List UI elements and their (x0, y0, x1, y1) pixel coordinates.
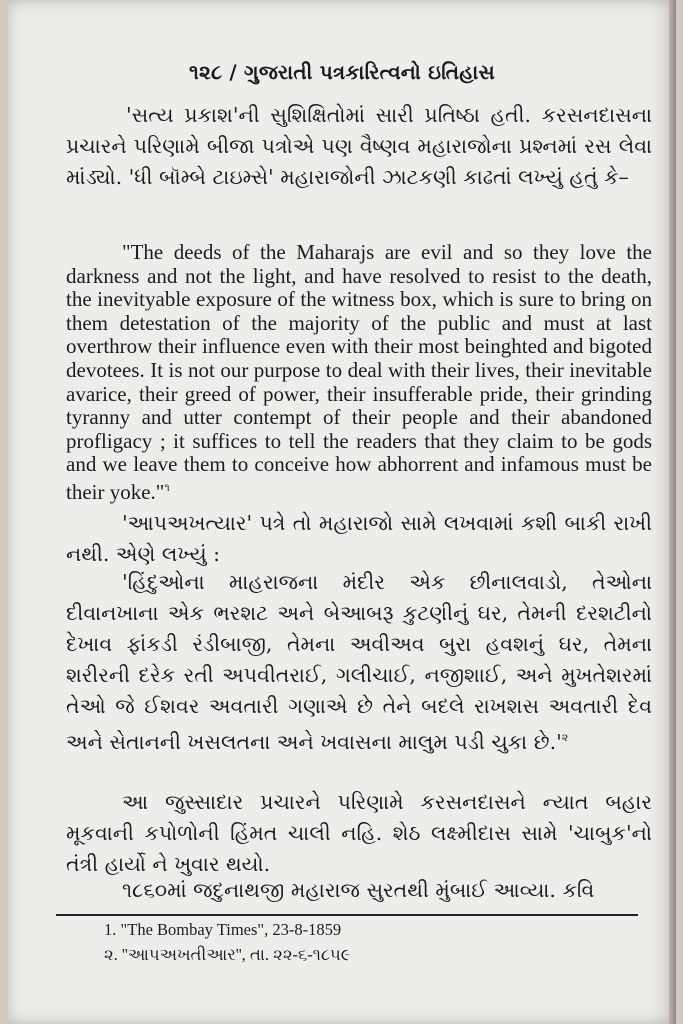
paragraph-karsandas-expulsion: આ જુસ્સાદાર પ્રચારને પરિણામે કરસનદાસને ન્યાત બહાર મૂકવાની કપોળોની હિંમત ચાલી નહિ. શેઠ લક્ષ્મીદાસ સામે 'ચાબુક'નો તંત્રી હાર્યો ને ખુવાર થયો. (66, 790, 652, 876)
paragraph-jadunathji: ૧૮૬૦માં જદુનાથજી મહારાજ સુરતથી મુંબાઈ આવ્યા. કવિ (122, 878, 595, 902)
footnote-2: ૨. ''આપઅખતીઆર'', તા. ૨૨-૬-૧૮૫૯ (104, 945, 351, 964)
gujarati-quote (66, 567, 652, 758)
paragraph-satya-prakash: 'સત્ય પ્રકાશ'ની સુશિક્ષિતોમાં સારી પ્રતિષ્ઠા હતી. કરસનદાસના પ્રચારને પરિણામે બીજા પત્રોએ પણ વૈષ્ણવ મહારાજોના પ્રશ્નમાં રસ લેવા માંડ્યો. 'ધી બૉમ્બે ટાઇમ્સે' મહારાજોની ઝાટકણી કાઢતાં લખ્યું હતું કે– (66, 103, 652, 189)
book-page (8, 0, 676, 1024)
english-quote-text: "The deeds of the Maharajs are evil and so they love the darkness and not the light, and have resolved to resist to the death, the inevityable exposure of the witness box, which is sure to bring on them detestation of the majority of the public and must at last overthrow their influence even with their most beinghted and bigoted devotees. It is not our purpose to deal with their lives, their inevitable avarice, their greed of power, their insufferable pride, their grinding tyranny and utter contempt of their people and their abandoned profligacy ; it suffices to tell the readers that they claim to be gods and we leave them to conceive how abhorrent and infamous must be their yoke." (66, 240, 652, 504)
footnote-ref-1: ૧ (164, 481, 170, 494)
page-edge-shadow (669, 0, 676, 1024)
paragraph-aap-akhtyar: 'આપઅખત્યાર' પત્રે તો મહારાજો સામે લખવામાં કશી બાકી રાખી નથી. એણે લખ્યું : (66, 511, 652, 566)
footnote-ref-2: ૨ (561, 731, 569, 744)
footnote-1: 1. "The Bombay Times", 23-8-1859 (104, 920, 342, 939)
footnote-divider (56, 914, 638, 916)
english-quote-bombay-times (66, 241, 652, 505)
running-header: ૧૨૮ / ગુજરાતી પત્રકારિત્વનો ઇતિહાસ (189, 60, 495, 84)
gujarati-quote-text: 'હિંદુઓના માહરાજના મંદીર એક છીનાલવાડો, તેઓના દીવાનખાના એક ભરશટ અને બેઆબરૂ કુટણીનું ઘર, તેમની દરશટીનો દેખાવ ફાંકડી રંડીબાજી, તેમના અવીઅવ બુરા હવશનું ઘર, તેમના શરીરની દરેક રતી અપવીતરાઈ, ગલીચાઈ, નજીશાઈ, અને મુખતેશરમાં તેઓ જે ઈશવર અવતારી ગણાએ છે તેને બદલે રાખશસ અવતારી દેવ અને સેતાનની ખસલતના અને ખવાસના માલુમ પડી ચુકા છે.' (66, 570, 652, 754)
